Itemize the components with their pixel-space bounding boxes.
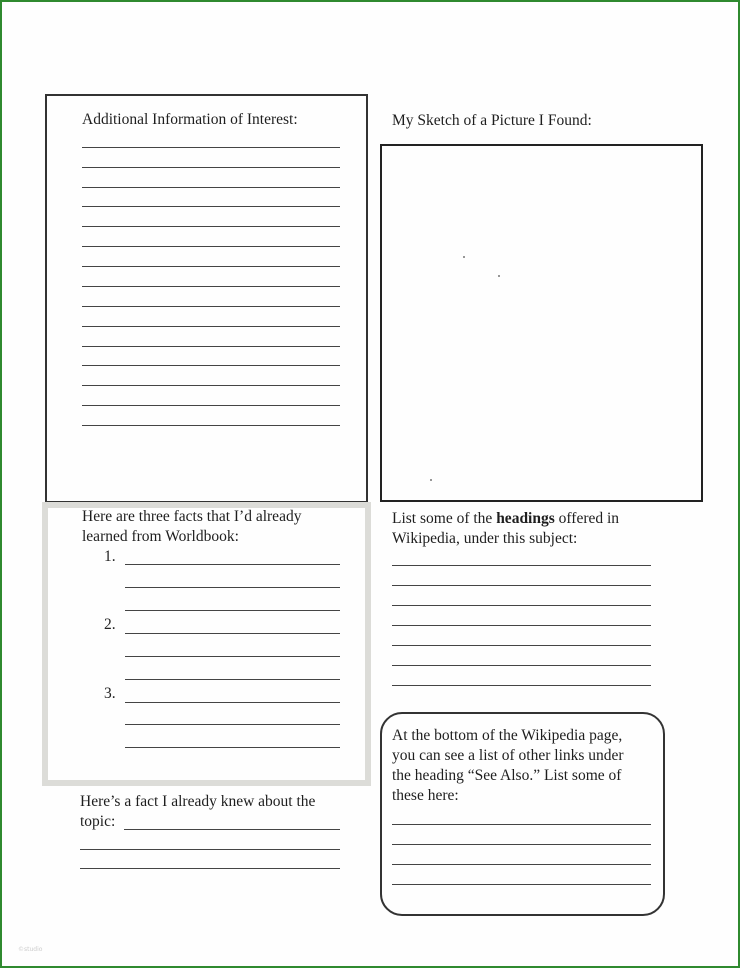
fact-3-line[interactable] xyxy=(125,702,340,703)
headings-prompt-line2: Wikipedia, under this subject: xyxy=(392,530,578,547)
fact-number-3: 3. xyxy=(104,685,116,702)
fact-number-1: 1. xyxy=(104,548,116,565)
three-facts-prompt-line2: learned from Worldbook: xyxy=(82,528,239,545)
writing-line[interactable] xyxy=(82,147,340,148)
known-fact-prompt-line1: Here’s a fact I already knew about the xyxy=(80,793,316,810)
headings-line[interactable] xyxy=(392,565,651,566)
known-fact-line[interactable] xyxy=(80,849,340,850)
additional-info-box xyxy=(45,94,368,503)
headings-line[interactable] xyxy=(392,685,651,686)
headings-prompt-line1: List some of the headings offered in xyxy=(392,510,620,527)
fact-number-2: 2. xyxy=(104,616,116,633)
writing-line[interactable] xyxy=(82,206,340,207)
sketch-title: My Sketch of a Picture I Found: xyxy=(392,112,592,129)
headings-line[interactable] xyxy=(392,665,651,666)
headings-line[interactable] xyxy=(392,605,651,606)
sketch-drawing-area[interactable] xyxy=(380,144,703,502)
writing-line[interactable] xyxy=(82,266,340,267)
see-also-line[interactable] xyxy=(392,844,651,845)
see-also-prompt-line4: these here: xyxy=(392,787,459,804)
fact-3-line[interactable] xyxy=(125,747,340,748)
three-facts-prompt-line1: Here are three facts that I’d already xyxy=(82,508,302,525)
see-also-prompt-line3: the heading “See Also.” List some of xyxy=(392,767,622,784)
writing-line[interactable] xyxy=(82,187,340,188)
known-fact-prompt-line2: topic: xyxy=(80,813,116,830)
headings-bold-word: headings xyxy=(496,510,555,527)
see-also-prompt-line1: At the bottom of the Wikipedia page, xyxy=(392,727,623,744)
paper-speck xyxy=(463,256,465,258)
writing-line[interactable] xyxy=(82,286,340,287)
headings-line[interactable] xyxy=(392,585,651,586)
see-also-prompt-line2: you can see a list of other links under xyxy=(392,747,624,764)
writing-line[interactable] xyxy=(82,246,340,247)
fact-3-line[interactable] xyxy=(125,724,340,725)
writing-line[interactable] xyxy=(82,425,340,426)
writing-line[interactable] xyxy=(82,306,340,307)
paper-speck xyxy=(430,479,432,481)
fact-1-line[interactable] xyxy=(125,610,340,611)
see-also-line[interactable] xyxy=(392,824,651,825)
headings-line[interactable] xyxy=(392,645,651,646)
known-fact-line[interactable] xyxy=(80,868,340,869)
writing-line[interactable] xyxy=(82,326,340,327)
fact-2-line[interactable] xyxy=(125,679,340,680)
writing-line[interactable] xyxy=(82,346,340,347)
fact-1-line[interactable] xyxy=(125,587,340,588)
writing-line[interactable] xyxy=(82,405,340,406)
fact-2-line[interactable] xyxy=(125,656,340,657)
paper-speck xyxy=(498,275,500,277)
headings-line[interactable] xyxy=(392,625,651,626)
writing-line[interactable] xyxy=(82,365,340,366)
see-also-line[interactable] xyxy=(392,884,651,885)
footer-watermark: ©studio xyxy=(18,946,43,953)
writing-line[interactable] xyxy=(82,226,340,227)
writing-line[interactable] xyxy=(82,167,340,168)
fact-1-line[interactable] xyxy=(125,564,340,565)
see-also-line[interactable] xyxy=(392,864,651,865)
writing-line[interactable] xyxy=(82,385,340,386)
known-fact-line[interactable] xyxy=(124,829,340,830)
additional-info-title: Additional Information of Interest: xyxy=(82,111,298,128)
fact-2-line[interactable] xyxy=(125,633,340,634)
